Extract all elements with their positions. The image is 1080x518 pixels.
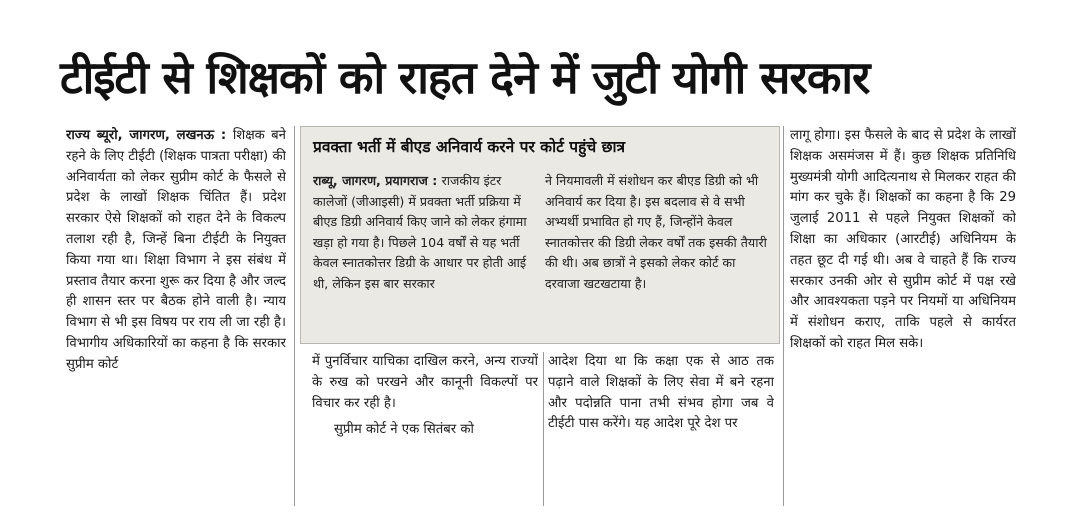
main-story-column-2 — [312, 352, 538, 502]
main-story-dateline: राज्य ब्यूरो, जागरण, लखनऊ : — [66, 128, 233, 143]
column-divider — [543, 352, 544, 506]
headline: टीईटी से शिक्षकों को राहत देने में जुटी योगी सरकार — [60, 51, 870, 104]
sidebar-story-column-1 — [313, 171, 535, 341]
main-story-column-3: आदेश दिया था कि कक्षा एक से आठ तक पढ़ाने वाले शिक्षकों के लिए सेवा में बने रहना और पदोन्नति पाना तभी संभव होगा जब वे टीईटी पास करेंगे। यह आदेश पूरे देश पर — [548, 354, 774, 432]
main-story-column-1 — [66, 126, 286, 506]
column-divider — [783, 126, 784, 506]
sidebar-story-column-2: ने नियमावली में संशोधन कर बीएड डिग्री को भी अनिवार्य कर दिया है। इस बदलाव से वे सभी अभ्यर्थी प्रभावित हो गए हैं, जिन्होंने केवल स्नातकोत्तर की डिग्री लेकर वर्षों तक इसकी तैयारी की थी। अब छात्रों ने इसको लेकर कोर्ट का दरवाजा खटखटाया है। — [545, 173, 767, 291]
sidebar-story-title: प्रवक्ता भर्ती में बीएड अनिवार्य करने पर कोर्ट पहुंचे छात्र — [313, 138, 626, 156]
sidebar-story-dateline: राब्यू, जागरण, प्रयागराज : — [313, 173, 442, 188]
main-story-text-2: में पुनर्विचार याचिका दाखिल करने, अन्य राज्यों के रुख को परखने और कानूनी विकल्पों पर विचार कर रही है। — [312, 354, 538, 411]
sidebar-story-text-1: राजकीय इंटर कालेजों (जीआइसी) में प्रवक्ता भर्ती प्रक्रिया में बीएड डिग्री अनिवार्य किए जाने को लेकर हंगामा खड़ा हो गया है। पिछले 104 वर्षों से यह भर्ती केवल स्नातकोत्तर डिग्री के आधार पर होती आई थी, लेकिन इस बार सरकार — [313, 173, 527, 291]
main-story-column-4: लागू होगा। इस फैसले के बाद से प्रदेश के लाखों शिक्षक असमंजस में हैं। कुछ शिक्षक प्रतिनिधि मुख्यमंत्री योगी आदित्यनाथ से मिलकर राहत की मांग कर चुके हैं। शिक्षकों का कहना है कि 29 जुलाई 2011 से पहले नियुक्त शिक्षकों को शिक्षा का अधिकार (आरटीई) अधिनियम के तहत छूट दी गई थी। अब वे चाहते हैं कि राज्य सरकार उनकी ओर से सुप्रीम कोर्ट में पक्ष रखे और आवश्यकता पड़ने पर नियमों या अधिनियम में संशोधन कराए, ताकि पहले से कार्यरत शिक्षकों को राहत मिल सके। — [790, 128, 1016, 351]
column-divider — [294, 126, 295, 506]
main-story-text-2b: सुप्रीम कोर्ट ने एक सितंबर को — [334, 422, 474, 438]
main-story-text-1: शिक्षक बने रहने के लिए टीईटी (शिक्षक पात्रता परीक्षा) की अनिवार्यता को लेकर सुप्रीम कोर्ट के फैसले से प्रदेश के लाखों शिक्षक चिंतित हैं। प्रदेश सरकार ऐसे शिक्षकों को राहत देने के विकल्प तलाश रही है, जिन्हें बिना टीईटी के नियुक्त किया गया था। शिक्षा विभाग ने इस संबंध में प्रस्ताव तैयार करना शुरू कर दिया है और जल्द ही शासन स्तर पर बैठक होने वाली है। न्याय विभाग से भी इस विषय पर राय ली जा रही है। विभागीय अधिकारियों का कहना है कि सरकार सुप्रीम कोर्ट — [66, 128, 286, 372]
sidebar-story-box — [300, 126, 780, 344]
